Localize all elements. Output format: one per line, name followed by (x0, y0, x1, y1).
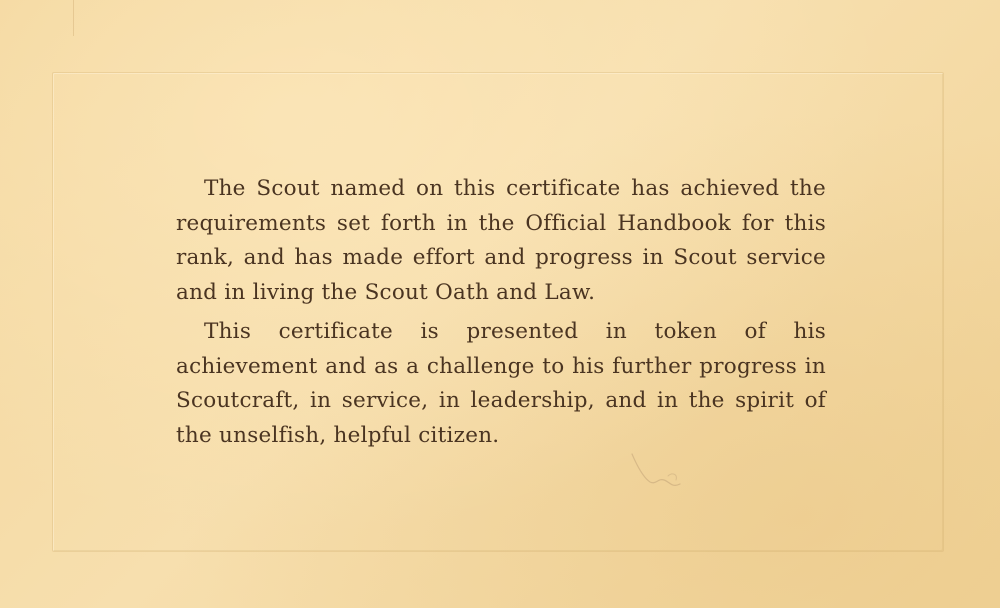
faint-pencil-mark (628, 448, 688, 496)
achievement-paragraph: The Scout named on this certificate has achieved the requirements set forth in the Official Handbook for this rank, and has made effort and progress in Scout service and in living the Scout Oath and Law. (176, 176, 826, 305)
presentation-paragraph: This certificate is presented in token of his achievement and as a challenge to his further progress in Scoutcraft, in service, in leadership, and in the spirit of the unselfish, helpful citizen. (176, 319, 826, 448)
paper-crease (73, 0, 74, 36)
certificate-text-block (176, 172, 826, 453)
